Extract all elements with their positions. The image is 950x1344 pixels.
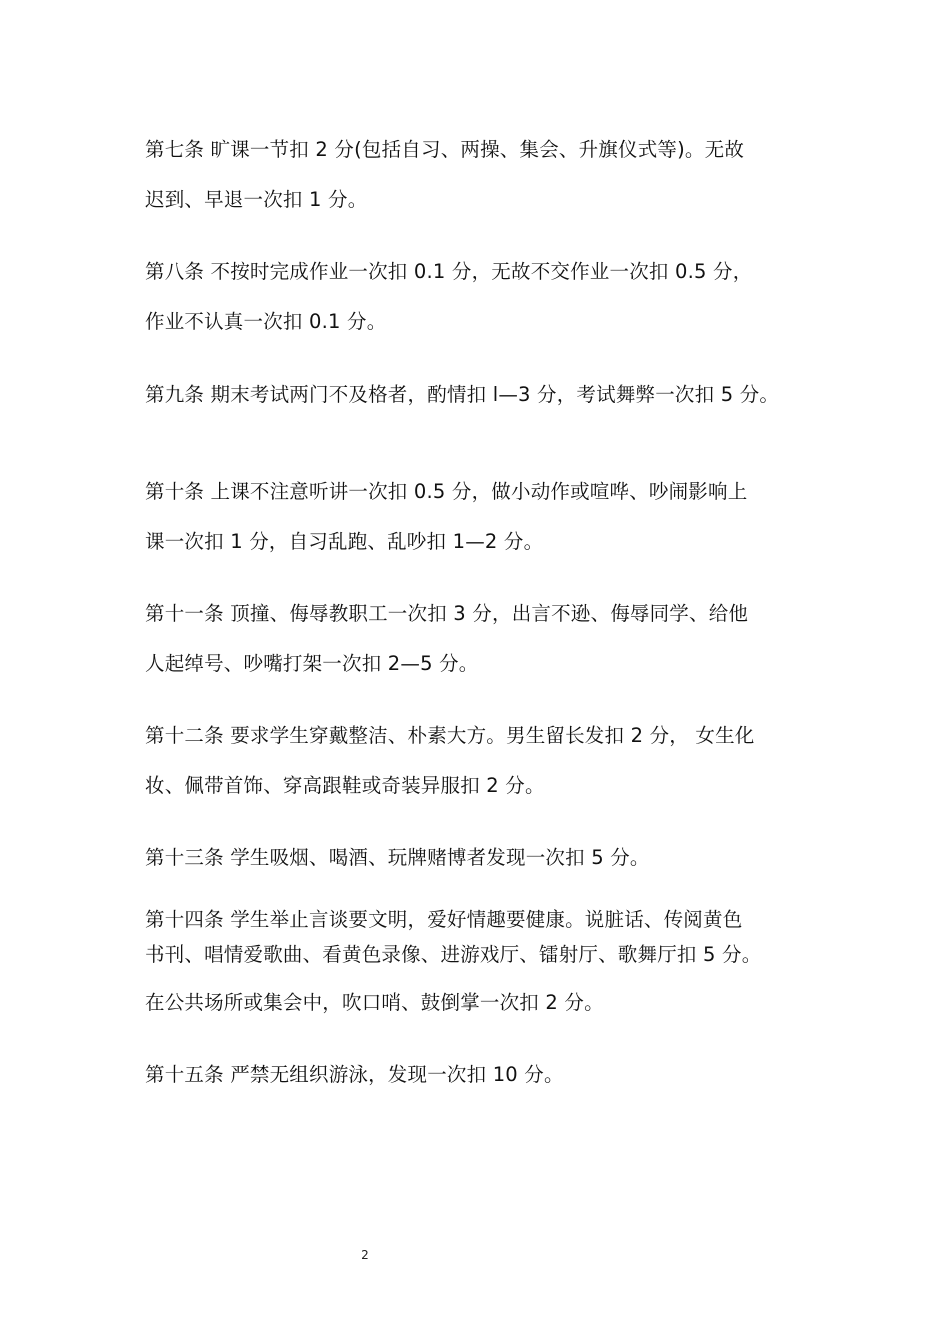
article-13-line-1: 第十三条 学生吸烟、喝酒、玩牌赌博者发现一次扣 5 分。: [145, 846, 650, 869]
article-12-line-1: 第十二条 要求学生穿戴整洁、朴素大方。男生留长发扣 2 分， 女生化: [145, 724, 755, 747]
article-14-line-2: 书刊、唱情爱歌曲、看黄色录像、进游戏厅、镭射厅、歌舞厅扣 5 分。: [145, 943, 762, 966]
article-14-line-1: 第十四条 学生举止言谈要文明，爱好情趣要健康。说脏话、传阅黄色: [145, 908, 743, 931]
article-11-line-2: 人起绰号、吵嘴打架一次扣 2—5 分。: [145, 652, 479, 675]
article-8-line-2: 作业不认真一次扣 0.1 分。: [145, 310, 387, 333]
page-number: 2: [361, 1248, 369, 1262]
article-9-line-1: 第九条 期末考试两门不及格者，酌情扣 l—3 分，考试舞弊一次扣 5 分。: [145, 383, 780, 406]
article-15-line-1: 第十五条 严禁无组织游泳，发现一次扣 10 分。: [145, 1063, 564, 1086]
article-7-line-2: 迟到、早退一次扣 1 分。: [145, 188, 368, 211]
article-11-line-1: 第十一条 顶撞、侮辱教职工一次扣 3 分，出言不逊、侮辱同学、给他: [145, 602, 749, 625]
article-12-line-2: 妆、佩带首饰、穿高跟鞋或奇装异服扣 2 分。: [145, 774, 545, 797]
article-10-line-1: 第十条 上课不注意听讲一次扣 0.5 分，做小动作或喧哗、吵闹影响上: [145, 480, 748, 503]
article-8-line-1: 第八条 不按时完成作业一次扣 0.1 分，无故不交作业一次扣 0.5 分，: [145, 260, 753, 283]
article-10-line-2: 课一次扣 1 分，自习乱跑、乱吵扣 1—2 分。: [145, 530, 544, 553]
article-7-line-1: 第七条 旷课一节扣 2 分(包括自习、两操、集会、升旗仪式等)。无故: [145, 138, 745, 161]
article-14-line-3: 在公共场所或集会中，吹口哨、鼓倒掌一次扣 2 分。: [145, 991, 604, 1014]
